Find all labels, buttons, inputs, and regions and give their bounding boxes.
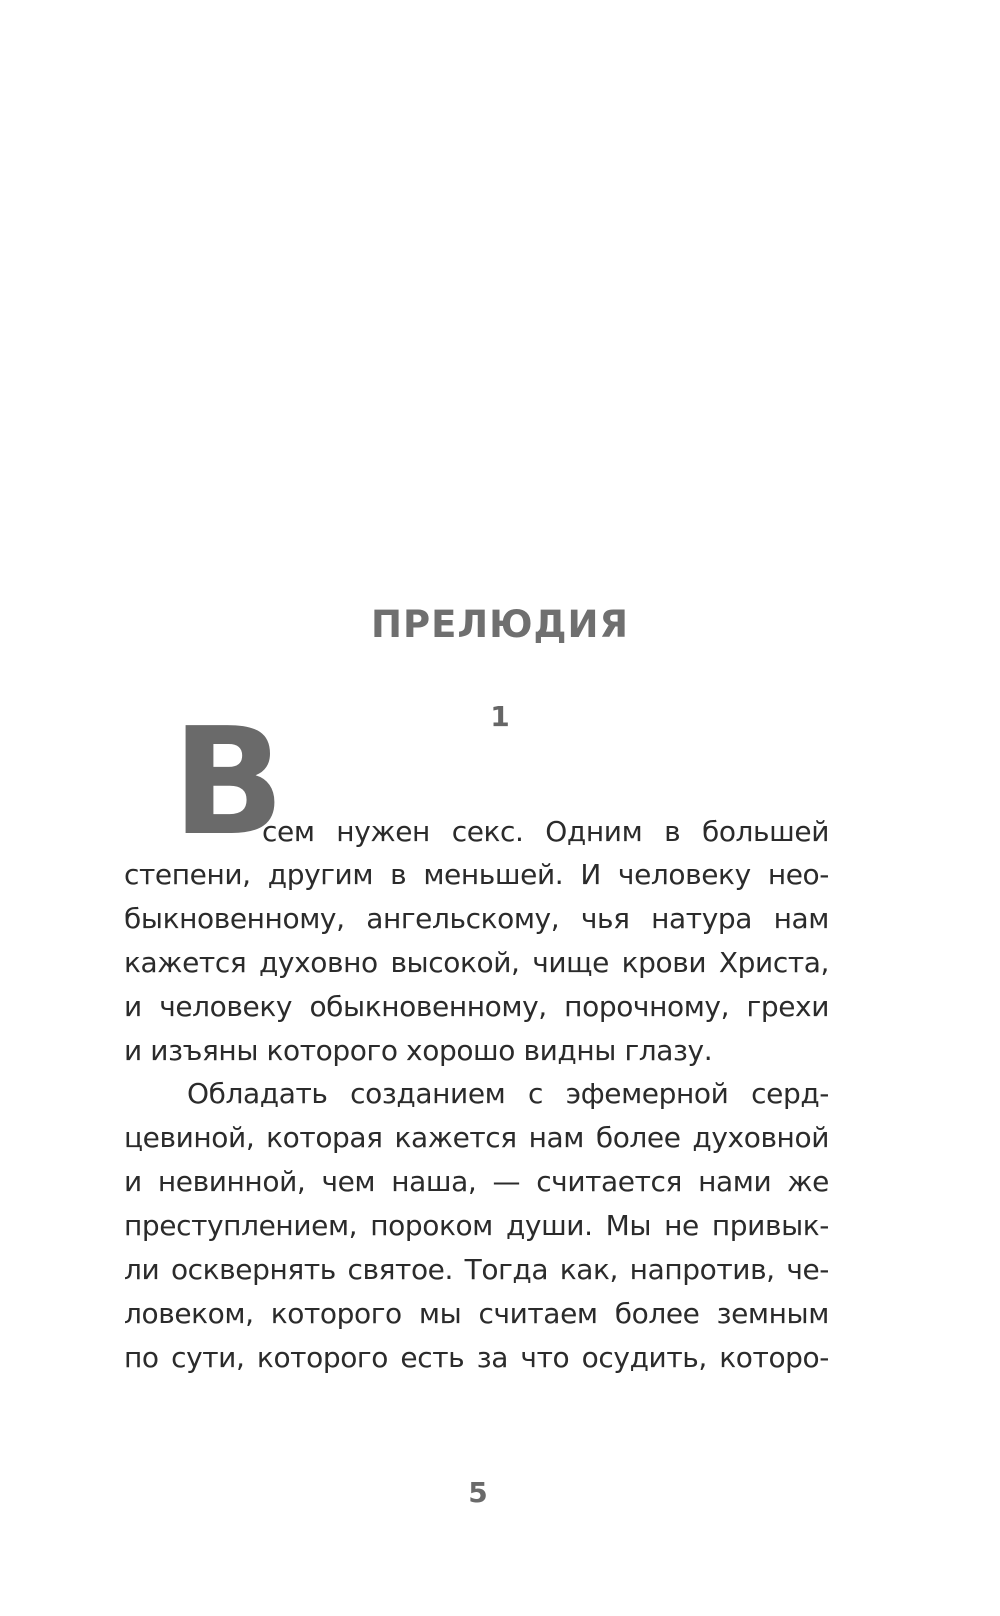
body-line: преступлением, пороком души. Мы не привык- (124, 1209, 829, 1242)
body-line: по сути, которого есть за что осудить, которо- (124, 1341, 829, 1374)
body-line: ловеком, которого мы считаем более земным (124, 1297, 829, 1330)
page-number: 5 (468, 1476, 488, 1509)
body-line: Обладать созданием с эфемерной серд- (187, 1077, 829, 1110)
body-line: цевиной, которая кажется нам более духовной (124, 1121, 829, 1154)
body-line: и невинной, чем наша, — считается нами же (124, 1165, 829, 1198)
drop-cap: В (172, 696, 285, 868)
body-line: кажется духовно высокой, чище крови Христа, (124, 946, 829, 979)
chapter-title: ПРЕЛЮДИЯ (371, 603, 629, 646)
body-line: и изъяны которого хорошо видны глазу. (124, 1034, 713, 1067)
section-number: 1 (490, 700, 510, 733)
body-line: степени, другим в меньшей. И человеку нео- (124, 858, 829, 891)
body-line: ли осквернять святое. Тогда как, напротив, че- (124, 1253, 829, 1286)
body-line: и человеку обыкновенному, порочному, грехи (124, 990, 829, 1023)
body-line: сем нужен секс. Одним в большей (262, 815, 829, 848)
body-line: быкновенному, ангельскому, чья натура нам (124, 902, 829, 935)
